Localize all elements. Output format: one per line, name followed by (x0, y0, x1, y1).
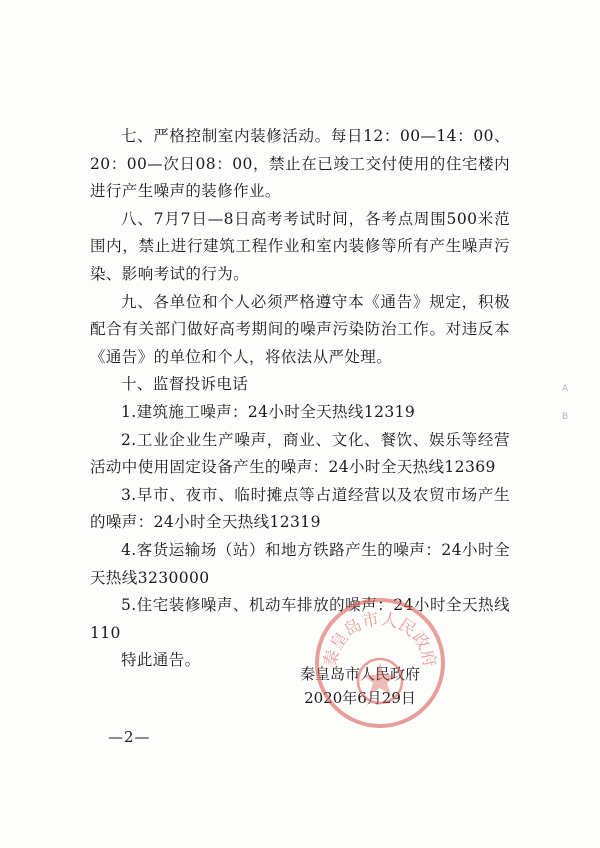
paragraph-7: 七、严格控制室内装修活动。每日12：00—14：00、20：00—次日08：00，禁止在已竣工交付使用的住宅楼内进行产生噪声的装修作业。 (90, 127, 510, 201)
hotline-item-1: 1.建筑施工噪声：24小时全天热线12319 (121, 402, 416, 421)
paragraph-10-heading: 十、监督投诉电话 (121, 375, 249, 394)
document-body (90, 123, 510, 675)
seal-star-icon (363, 663, 397, 695)
hotline-item-2: 2.工业企业生产噪声，商业、文化、餐饮、娱乐等经营活动中使用固定设备产生的噪声：24小时全天热线12369 (90, 430, 510, 477)
paragraph-8: 八、7月7日—8日高考考试时间，各考点周围500米范围内，禁止进行建筑工程作业和室内装修等所有产生噪声污染、影响考试的行为。 (90, 209, 510, 283)
signature-date: 2020年6月29日 (304, 689, 416, 707)
hotline-item-5: 5.住宅装修噪声、机动车排放的噪声：24小时全天热线110 (90, 596, 510, 642)
seal-text: 秦皇岛市人民政府 (320, 609, 440, 669)
margin-mark-b: B (562, 412, 569, 422)
hotline-item-4: 4.客货运输场（站）和地方铁路产生的噪声：24小时全天热线3230000 (90, 540, 510, 587)
page-number: —2— (108, 728, 151, 746)
signature-org: 秦皇岛市人民政府 (299, 665, 420, 683)
hotline-item-3: 3.早市、夜市、临时摊点等占道经营以及农贸市场产生的噪声：24小时全天热线12319 (90, 485, 510, 532)
margin-mark-a: A (562, 384, 569, 394)
official-seal (312, 595, 448, 731)
paragraph-9: 九、各单位和个人必须严格遵守本《通告》规定，积极配合有关部门做好高考期间的噪声污染防治工作。对违反本《通告》的单位和个人，将依法从严处理。 (90, 292, 510, 366)
margin-marks (562, 375, 568, 431)
closing-statement: 特此通告。 (121, 651, 201, 670)
